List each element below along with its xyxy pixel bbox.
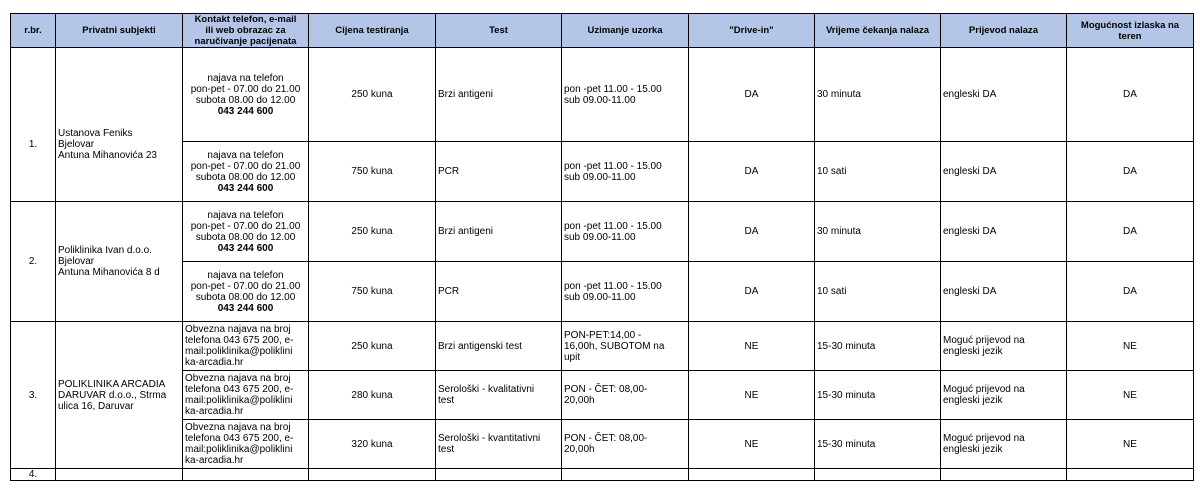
contact-line: subota 08.00 do 12.00 bbox=[195, 94, 296, 106]
field-cell: NE bbox=[1067, 371, 1194, 420]
table-wrapper bbox=[10, 13, 1194, 481]
drive-in-cell: NE bbox=[689, 420, 815, 469]
drive-in-cell: DA bbox=[689, 48, 815, 142]
subject-line: Antuna Mihanovića 23 bbox=[58, 150, 157, 161]
contact-line: pon-pet - 07.00 do 21.00 bbox=[190, 160, 301, 172]
field-cell: NE bbox=[1067, 322, 1194, 371]
header-contact-line: ili web obrazac za bbox=[205, 25, 286, 36]
contact-line: telefona 043 675 200, e- bbox=[185, 384, 294, 395]
contact-line: mail:poliklinika@poliklini bbox=[185, 346, 293, 357]
subject-line: Poliklinika Ivan d.o.o. bbox=[58, 245, 152, 256]
sampling-cell bbox=[562, 420, 689, 469]
wait-cell: 15-30 minuta bbox=[815, 420, 941, 469]
drive-in-cell: NE bbox=[689, 371, 815, 420]
field-cell: DA bbox=[1067, 48, 1194, 142]
row-number: 1. bbox=[11, 48, 56, 202]
test-line: test bbox=[438, 444, 455, 455]
wait-cell: 15-30 minuta bbox=[815, 322, 941, 371]
contact-cell bbox=[183, 371, 309, 420]
translation-cell: engleski DA bbox=[941, 202, 1067, 262]
sampling-line: pon -pet 11.00 - 15.00 bbox=[564, 160, 662, 172]
contact-line: telefona 043 675 200, e- bbox=[185, 335, 294, 346]
translation-line: Moguć prijevod na bbox=[943, 433, 1025, 444]
sampling-line: PON - ČET: 08,00- bbox=[564, 384, 648, 395]
contact-cell bbox=[183, 48, 309, 142]
contact-cell bbox=[183, 202, 309, 262]
wait-cell: 10 sati bbox=[815, 142, 941, 202]
table-row bbox=[11, 469, 1194, 481]
test-cell bbox=[436, 420, 562, 469]
sampling-cell bbox=[562, 371, 689, 420]
subject-line: POLIKLINIKA ARCADIA bbox=[58, 378, 166, 390]
testing-providers-table bbox=[10, 13, 1194, 481]
contact-cell bbox=[183, 142, 309, 202]
table-row bbox=[11, 420, 1194, 469]
sampling-cell bbox=[562, 262, 689, 322]
price-cell bbox=[309, 469, 436, 481]
contact-line: najava na telefon bbox=[207, 209, 284, 221]
wait-cell bbox=[815, 469, 941, 481]
test-line: Serološki - kvantitativni bbox=[438, 433, 541, 444]
wait-cell: 30 minuta bbox=[815, 48, 941, 142]
test-cell bbox=[436, 371, 562, 420]
header-translation: Prijevod nalaza bbox=[941, 14, 1067, 48]
test-cell bbox=[436, 322, 562, 371]
field-cell: NE bbox=[1067, 420, 1194, 469]
sampling-line: upit bbox=[564, 351, 581, 363]
table-row bbox=[11, 262, 1194, 322]
subject-line: DARUVAR d.o.o., Strma bbox=[58, 389, 167, 401]
header-test: Test bbox=[436, 14, 562, 48]
contact-line: pon-pet - 07.00 do 21.00 bbox=[190, 220, 301, 232]
test-line: test bbox=[438, 395, 455, 406]
sampling-cell bbox=[562, 48, 689, 142]
table-row bbox=[11, 322, 1194, 371]
sampling-line: 16,00h, SUBOTOM na bbox=[564, 340, 665, 352]
contact-line: pon-pet - 07.00 do 21.00 bbox=[190, 83, 301, 95]
field-cell: DA bbox=[1067, 202, 1194, 262]
subject-line: Antuna Mihanovića 8 d bbox=[58, 267, 160, 278]
contact-line: mail:poliklinika@poliklini bbox=[185, 444, 293, 455]
translation-cell bbox=[941, 420, 1067, 469]
contact-line: telefona 043 675 200, e- bbox=[185, 433, 294, 444]
contact-line: subota 08.00 do 12.00 bbox=[195, 171, 296, 183]
translation-cell bbox=[941, 371, 1067, 420]
drive-in-cell: DA bbox=[689, 202, 815, 262]
contact-line: Obvezna najava na broj bbox=[185, 373, 291, 384]
wait-cell: 10 sati bbox=[815, 262, 941, 322]
header-price: Cijena testiranja bbox=[309, 14, 436, 48]
contact-line: mail:poliklinika@poliklini bbox=[185, 395, 293, 406]
table-row bbox=[11, 142, 1194, 202]
header-drive-in: "Drive-in" bbox=[689, 14, 815, 48]
translation-cell: engleski DA bbox=[941, 262, 1067, 322]
price-cell: 250 kuna bbox=[309, 202, 436, 262]
drive-in-cell bbox=[689, 469, 815, 481]
test-line: Brzi antigenski test bbox=[438, 340, 522, 352]
contact-phone: 043 244 600 bbox=[217, 105, 274, 117]
contact-line: najava na telefon bbox=[207, 269, 284, 281]
translation-line: engleski jezik bbox=[943, 395, 1003, 406]
contact-line: ka-arcadia.hr bbox=[185, 357, 244, 368]
wait-cell: 15-30 minuta bbox=[815, 371, 941, 420]
contact-line: najava na telefon bbox=[207, 72, 284, 84]
header-field bbox=[1067, 14, 1194, 48]
header-contact bbox=[183, 14, 309, 48]
subject-cell bbox=[56, 322, 183, 469]
contact-cell bbox=[183, 469, 309, 481]
test-cell: PCR bbox=[436, 142, 562, 202]
drive-in-cell: NE bbox=[689, 322, 815, 371]
translation-line: Moguć prijevod na bbox=[943, 384, 1025, 395]
sampling-line: 20,00h bbox=[564, 444, 595, 455]
sampling-line: pon -pet 11.00 - 15.00 bbox=[564, 83, 662, 95]
header-contact-line: naručivanje pacijenata bbox=[194, 36, 297, 47]
field-cell bbox=[1067, 469, 1194, 481]
header-subject: Privatni subjekti bbox=[56, 14, 183, 48]
sampling-line: sub 09.00-11.00 bbox=[564, 171, 636, 183]
contact-line: Obvezna najava na broj bbox=[185, 324, 291, 335]
table-row bbox=[11, 371, 1194, 420]
test-cell: PCR bbox=[436, 262, 562, 322]
contact-phone: 043 244 600 bbox=[217, 242, 274, 254]
contact-phone: 043 244 600 bbox=[217, 182, 274, 194]
price-cell: 280 kuna bbox=[309, 371, 436, 420]
sampling-line: sub 09.00-11.00 bbox=[564, 231, 636, 243]
contact-line: najava na telefon bbox=[207, 149, 284, 161]
row-number: 4. bbox=[11, 469, 56, 481]
header-field-line: teren bbox=[1118, 30, 1142, 42]
header-contact-line: Kontakt telefon, e-mail bbox=[194, 14, 297, 25]
subject-cell bbox=[56, 202, 183, 322]
price-cell: 250 kuna bbox=[309, 322, 436, 371]
translation-cell: engleski DA bbox=[941, 142, 1067, 202]
subject-line: ulica 16, Daruvar bbox=[58, 400, 134, 412]
sampling-cell bbox=[562, 142, 689, 202]
translation-line: engleski jezik bbox=[943, 346, 1003, 357]
contact-line: Obvezna najava na broj bbox=[185, 422, 291, 433]
sampling-line: pon -pet 11.00 - 15.00 bbox=[564, 280, 662, 292]
wait-cell: 30 minuta bbox=[815, 202, 941, 262]
header-field-line: Mogućnost izlaska na bbox=[1080, 19, 1180, 31]
row-number: 3. bbox=[11, 322, 56, 469]
drive-in-cell: DA bbox=[689, 142, 815, 202]
contact-cell bbox=[183, 420, 309, 469]
subject-cell bbox=[56, 469, 183, 481]
subject-line: Bjelovar bbox=[58, 139, 95, 150]
contact-phone: 043 244 600 bbox=[217, 302, 274, 314]
price-cell: 320 kuna bbox=[309, 420, 436, 469]
table-row bbox=[11, 48, 1194, 142]
translation-line: Moguć prijevod na bbox=[943, 335, 1025, 346]
sampling-line: sub 09.00-11.00 bbox=[564, 291, 636, 303]
translation-cell bbox=[941, 469, 1067, 481]
test-cell: Brzi antigeni bbox=[436, 202, 562, 262]
sampling-cell bbox=[562, 469, 689, 481]
contact-line: ka-arcadia.hr bbox=[185, 406, 244, 417]
contact-line: subota 08.00 do 12.00 bbox=[195, 291, 296, 303]
contact-line: ka-arcadia.hr bbox=[185, 455, 244, 466]
translation-line: engleski jezik bbox=[943, 444, 1003, 455]
sampling-cell bbox=[562, 202, 689, 262]
field-cell: DA bbox=[1067, 262, 1194, 322]
sampling-cell bbox=[562, 322, 689, 371]
price-cell: 250 kuna bbox=[309, 48, 436, 142]
sampling-line: pon -pet 11.00 - 15.00 bbox=[564, 220, 662, 232]
translation-cell bbox=[941, 322, 1067, 371]
contact-cell bbox=[183, 262, 309, 322]
translation-cell: engleski DA bbox=[941, 48, 1067, 142]
subject-line: Ustanova Feniks bbox=[58, 128, 133, 139]
field-cell: DA bbox=[1067, 142, 1194, 202]
header-rbr: r.br. bbox=[11, 14, 56, 48]
contact-line: subota 08.00 do 12.00 bbox=[195, 231, 296, 243]
table-row bbox=[11, 202, 1194, 262]
sampling-line: PON-PET:14,00 - bbox=[564, 329, 642, 341]
test-line: Serološki - kvalitativni bbox=[438, 384, 535, 395]
subject-cell bbox=[56, 48, 183, 202]
row-number: 2. bbox=[11, 202, 56, 322]
drive-in-cell: DA bbox=[689, 262, 815, 322]
sampling-line: 20,00h bbox=[564, 395, 595, 406]
price-cell: 750 kuna bbox=[309, 262, 436, 322]
sampling-line: PON - ČET: 08,00- bbox=[564, 433, 648, 444]
test-cell: Brzi antigeni bbox=[436, 48, 562, 142]
header-wait: Vrijeme čekanja nalaza bbox=[815, 14, 941, 48]
subject-line: Bjelovar bbox=[58, 256, 95, 267]
contact-cell bbox=[183, 322, 309, 371]
price-cell: 750 kuna bbox=[309, 142, 436, 202]
header-sampling: Uzimanje uzorka bbox=[562, 14, 689, 48]
contact-line: pon-pet - 07.00 do 21.00 bbox=[190, 280, 301, 292]
test-cell bbox=[436, 469, 562, 481]
sampling-line: sub 09.00-11.00 bbox=[564, 94, 636, 106]
header-row bbox=[11, 14, 1194, 48]
